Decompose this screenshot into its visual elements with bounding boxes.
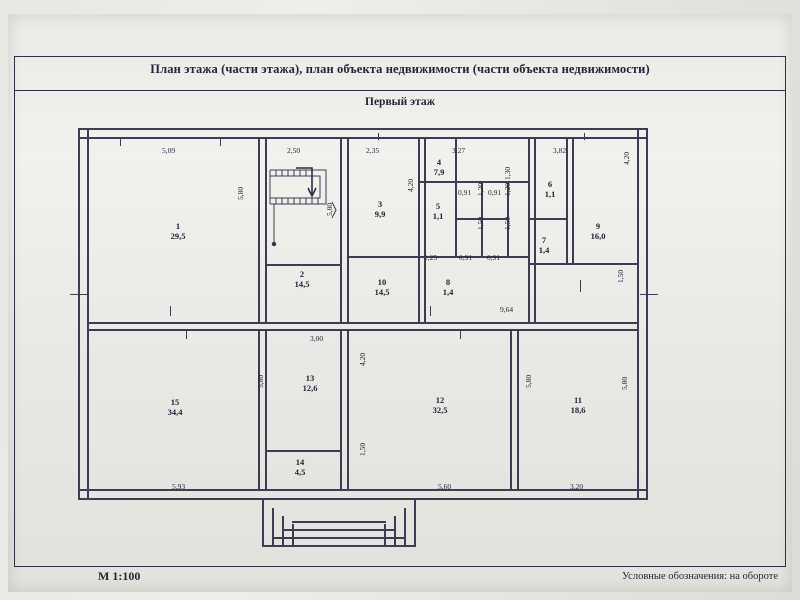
tick-mid-inner bbox=[430, 306, 431, 316]
porch-line-8 bbox=[384, 524, 386, 546]
wall-room6-bottom bbox=[530, 218, 568, 220]
wall-mid-horizontal-a bbox=[88, 322, 638, 324]
dim-inner-120-a: 1,20 bbox=[476, 182, 485, 196]
tick-top-b bbox=[220, 139, 221, 146]
wall-room1-right-a bbox=[258, 138, 260, 322]
room-label-8: 8 1,4 bbox=[442, 277, 454, 297]
dim-span-964: 9,64 bbox=[500, 305, 514, 314]
wall-cell-left bbox=[455, 183, 457, 258]
porch-line-1 bbox=[262, 500, 264, 546]
porch-edge-1 bbox=[262, 545, 416, 547]
wall-outer-right bbox=[646, 128, 648, 500]
dim-vert-left-580-bottom: 5,80 bbox=[256, 374, 265, 388]
room-label-10: 10 14,5 bbox=[374, 277, 390, 297]
wall-stair-right-b bbox=[347, 138, 349, 322]
porch-line-6 bbox=[404, 508, 406, 546]
wall-outer-bottom-inner bbox=[78, 489, 646, 491]
dim-inner-150-b: 1,50 bbox=[503, 216, 512, 230]
dim-top-4: 3,27 bbox=[452, 146, 466, 155]
dim-bottom-1: 5,93 bbox=[172, 482, 186, 491]
room-label-5: 5 1,1 bbox=[432, 201, 444, 221]
dim-vert-150-b: 1,50 bbox=[358, 442, 367, 456]
wall-room12-right-b bbox=[517, 330, 519, 490]
dim-inner-130: 1,30 bbox=[503, 166, 512, 180]
tick-lower-a bbox=[186, 330, 187, 339]
tick-top-a bbox=[120, 139, 121, 146]
wall-outer-left bbox=[78, 128, 80, 500]
room-label-4: 4 7,9 bbox=[433, 157, 445, 177]
wall-outer-left-inner bbox=[87, 128, 89, 500]
document-title: План этажа (части этажа), план объекта недвижимости (части объекта недвижимости) bbox=[150, 62, 650, 76]
wall-room14-top bbox=[266, 450, 340, 452]
dim-inner-091-d: 0,91 bbox=[487, 253, 501, 262]
dim-inner-091-a: 0,91 bbox=[458, 188, 472, 197]
room-label-12: 12 32,5 bbox=[432, 395, 448, 415]
room-label-3: 3 9,9 bbox=[374, 199, 386, 219]
dim-vert-580-c: 5,80 bbox=[524, 374, 533, 388]
wall-outer-top-inner bbox=[78, 137, 646, 139]
tick-lower-b bbox=[460, 330, 461, 339]
porch-line-5 bbox=[414, 500, 416, 546]
dim-top-2: 2,50 bbox=[287, 146, 301, 155]
dim-vert-580-d: 5,80 bbox=[620, 376, 629, 390]
room-label-2: 2 14,5 bbox=[294, 269, 310, 289]
wall-room3-right-a bbox=[418, 139, 420, 322]
room-label-13: 13 12,6 bbox=[302, 373, 318, 393]
dim-vert-right-420: 4,20 bbox=[622, 151, 631, 165]
wall-room6-right-a bbox=[566, 139, 568, 263]
tick-top-seg-1 bbox=[110, 128, 180, 129]
dim-vert-420-a: 4,20 bbox=[406, 178, 415, 192]
dim-inner-091-c: 0,91 bbox=[459, 253, 473, 262]
tick-top-c bbox=[378, 133, 379, 140]
dim-middle-1: 3,00 bbox=[310, 334, 324, 343]
dim-vert-left-580-top: 5,80 bbox=[236, 186, 245, 200]
porch-line-4 bbox=[292, 524, 294, 546]
tick-left-inner bbox=[170, 306, 171, 316]
wall-room12-right-a bbox=[510, 330, 512, 490]
wall-room15-right-a bbox=[258, 330, 260, 490]
tick-left-mid bbox=[70, 294, 88, 295]
wall-room7-bottom bbox=[530, 263, 638, 265]
wall-mid-horizontal-b bbox=[88, 329, 638, 331]
porch-edge-4 bbox=[292, 521, 386, 523]
wall-room13-right-a bbox=[340, 330, 342, 490]
room-label-14: 14 4,5 bbox=[294, 457, 306, 477]
wall-room6-right-b bbox=[572, 139, 574, 263]
porch-line-2 bbox=[272, 508, 274, 546]
dim-vert-420-b: 4,20 bbox=[358, 352, 367, 366]
dim-bottom-2: 5,60 bbox=[438, 482, 452, 491]
room-label-6: 6 1,1 bbox=[544, 179, 556, 199]
room-label-1: 1 29,5 bbox=[170, 221, 186, 241]
tick-right-mid bbox=[640, 294, 658, 295]
wall-room6-left-b bbox=[534, 139, 536, 322]
dim-bottom-3: 3,20 bbox=[570, 482, 584, 491]
room-label-15: 15 34,4 bbox=[167, 397, 183, 417]
wall-outer-right-inner bbox=[637, 128, 639, 500]
scale-label: М 1:100 bbox=[98, 569, 141, 583]
dim-top-5: 3,82 bbox=[553, 146, 567, 155]
wall-room3-bottom bbox=[348, 256, 418, 258]
legend-note: Условные обозначения: на обороте bbox=[622, 571, 778, 582]
dim-inner-091-b: 0,91 bbox=[488, 188, 502, 197]
wall-room2-top bbox=[266, 264, 340, 266]
dim-vert-stair-580: 5,80 bbox=[325, 202, 334, 216]
dim-inner-150-a: 1,50 bbox=[476, 216, 485, 230]
dim-top-1: 5,09 bbox=[162, 146, 176, 155]
porch-line-7 bbox=[394, 516, 396, 546]
room-label-11: 11 18,6 bbox=[570, 395, 586, 415]
tick-right-inner bbox=[580, 280, 581, 292]
wall-room15-right-b bbox=[265, 330, 267, 490]
porch-edge-3 bbox=[282, 529, 396, 531]
tick-top-d bbox=[584, 133, 585, 140]
room-label-9: 9 16,0 bbox=[590, 221, 606, 241]
porch-line-3 bbox=[282, 516, 284, 546]
dim-inner-125: 1,25 bbox=[424, 253, 438, 262]
dim-vert-right-150: 1,50 bbox=[616, 269, 625, 283]
floor-label: Первый этаж bbox=[365, 96, 435, 108]
room-label-7: 7 1,4 bbox=[538, 235, 550, 255]
wall-outer-bottom bbox=[78, 498, 646, 500]
tick-top-seg-2 bbox=[190, 128, 250, 129]
wall-room13-right-b bbox=[347, 330, 349, 490]
wall-room6-left-a bbox=[528, 139, 530, 322]
dim-inner-120-b: 1,20 bbox=[503, 182, 512, 196]
dim-top-3: 2,35 bbox=[366, 146, 380, 155]
